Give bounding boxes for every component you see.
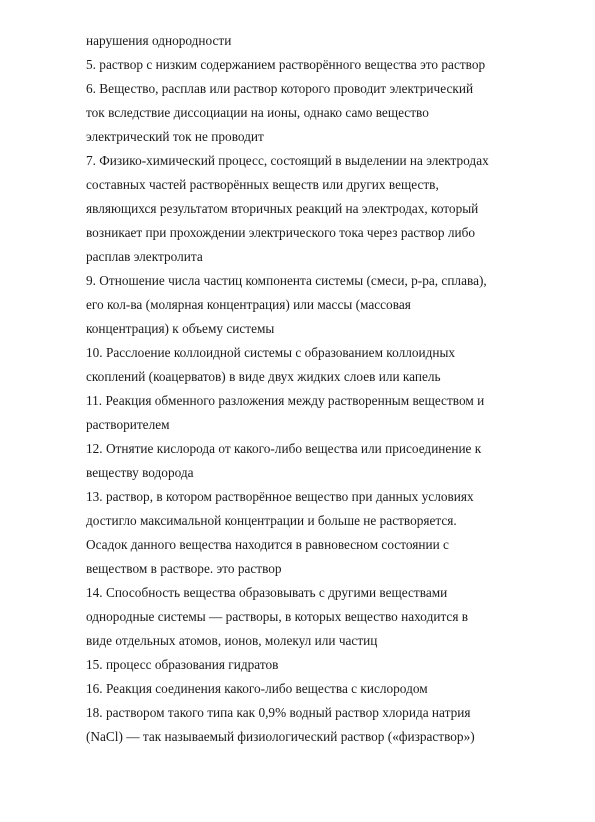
document-text <box>86 29 526 749</box>
text-line: достигло максимальной концентрации и больше не растворяется. <box>86 513 457 528</box>
text-line: веществом в растворе. это раствор <box>86 561 282 576</box>
text-line: 14. Способность вещества образовывать с другими веществами <box>86 585 448 600</box>
text-line: являющихся результатом вторичных реакций на электродах, который <box>86 201 479 216</box>
text-line: скоплений (коацерватов) в виде двух жидких слоев или капель <box>86 369 441 384</box>
text-line: 6. Вещество, расплав или раствор которого проводит электрический <box>86 81 474 96</box>
text-line: 10. Расслоение коллоидной системы с образованием коллоидных <box>86 345 456 360</box>
text-line: расплав электролита <box>86 249 203 264</box>
text-line: 5. раствор с низким содержанием растворённого вещества это раствор <box>86 57 486 72</box>
text-line: однородные системы — растворы, в которых вещество находится в <box>86 609 469 624</box>
text-line: виде отдельных атомов, ионов, молекул или частиц <box>86 633 378 648</box>
text-line: 15. процесс образования гидратов <box>86 657 279 672</box>
text-line: ток вследствие диссоциации на ионы, однако само вещество <box>86 105 429 120</box>
text-line: 9. Отношение числа частиц компонента системы (смеси, р-ра, сплава), <box>86 273 487 288</box>
text-line: 13. раствор, в котором растворённое вещество при данных условиях <box>86 489 474 504</box>
text-line: (NaCl) — так называемый физиологический раствор («физраствор») <box>86 729 475 744</box>
text-line: веществу водорода <box>86 465 194 480</box>
text-line: 16. Реакция соединения какого-либо вещества с кислородом <box>86 681 428 696</box>
text-line: концентрация) к объему системы <box>86 321 275 336</box>
text-line: 18. раствором такого типа как 0,9% водный раствор хлорида натрия <box>86 705 471 720</box>
text-line: нарушения однородности <box>86 33 232 48</box>
text-line: возникает при прохождении электрического тока через раствор либо <box>86 225 476 240</box>
text-line: 7. Физико-химический процесс, состоящий в выделении на электродах <box>86 153 489 168</box>
text-line: электрический ток не проводит <box>86 129 264 144</box>
text-line: 12. Отнятие кислорода от какого-либо вещества или присоединение к <box>86 441 482 456</box>
text-line: 11. Реакция обменного разложения между растворенным веществом и <box>86 393 485 408</box>
text-line: составных частей растворённых веществ или других веществ, <box>86 177 439 192</box>
text-line: Осадок данного вещества находится в равновесном состоянии с <box>86 537 449 552</box>
text-line: его кол-ва (молярная концентрация) или массы (массовая <box>86 297 411 312</box>
text-line: растворителем <box>86 417 170 432</box>
